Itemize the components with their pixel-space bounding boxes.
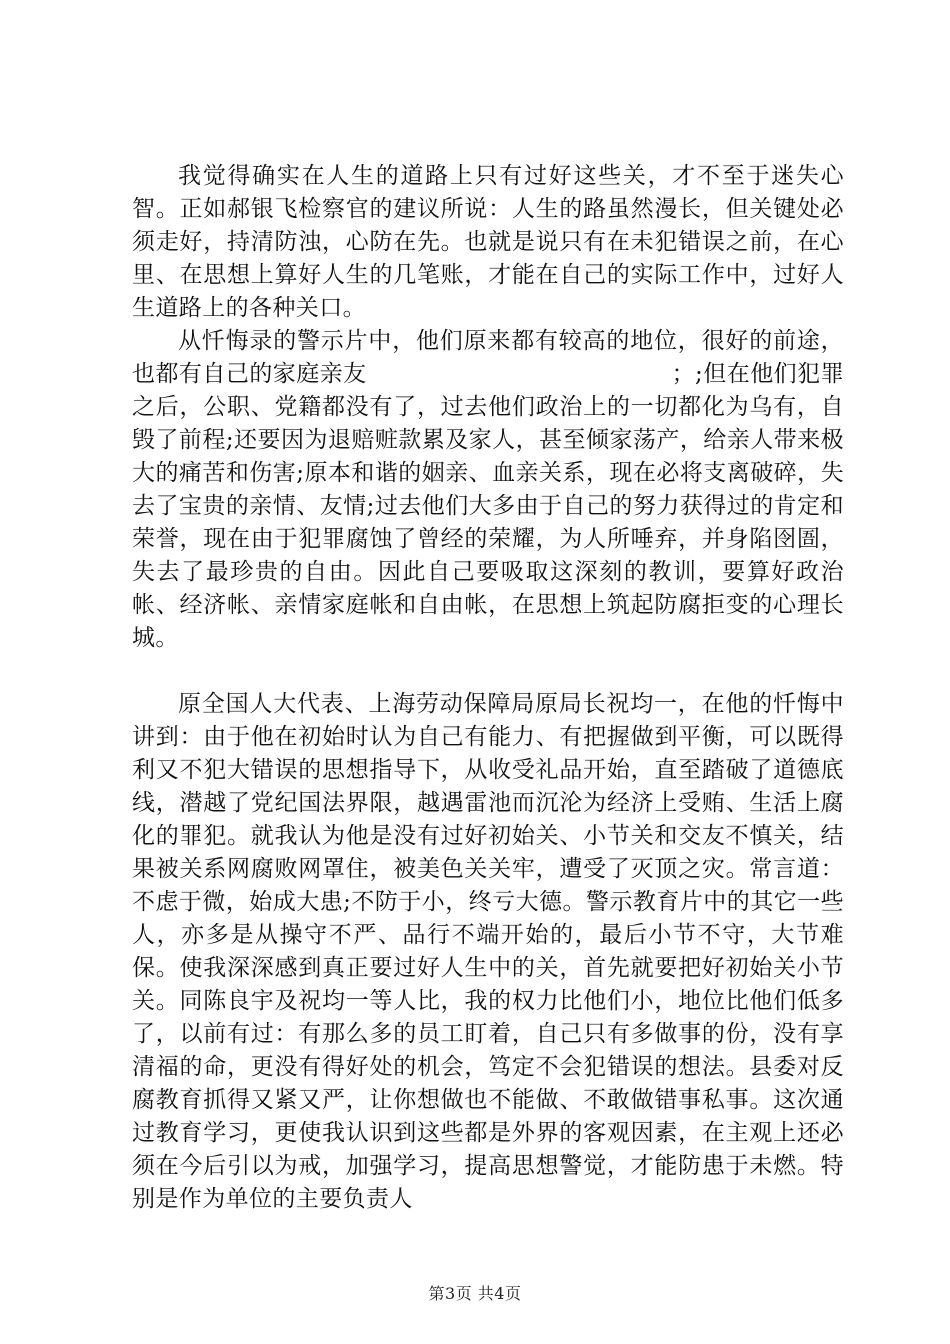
paragraph-2: 从忏悔录的警示片中，他们原来都有较高的地位，很好的前途，也都有自己的家庭亲友 ；;但在他们犯罪之后，公职、党籍都没有了，过去他们政治上的一切都化为乌有，自毁了前程;还要因为退赔赃款累及家人，甚至倾家荡产，给亲人带来极大的痛苦和伤害;原本和谐的姻亲、血亲关系，现在必将支离破碎，失去了宝贵的亲情、友情;过去他们大多由于自己的努力获得过的肯定和荣誉，现在由于犯罪腐蚀了曾经的荣耀，为人所唾弃，并身陷囹圄，失去了最珍贵的自由。因此自己要吸取这深刻的教训，要算好政治帐、经济帐、亲情家庭帐和自由帐，在思想上筑起防腐拒变的心理长城。: [132, 328, 844, 651]
paragraph-3: 原全国人大代表、上海劳动保障局原局长祝均一，在他的忏悔中讲到：由于他在初始时认为自己有能力、有把握做到平衡，可以既得利又不犯大错误的思想指导下，从收受礼品开始，直至踏破了道德底线，潜越了党纪国法界限，越遇雷池而沉沦为经济上受贿、生活上腐化的罪犯。就我认为他是没有过好初始关、小节关和交友不慎关，结果被关系网腐败网罩住，被美色关关牢，遭受了灭顶之灾。常言道：不虑于微，始成大患;不防于小，终亏大德。警示教育片中的其它一些人，亦多是从操守不严、品行不端开始的，最后小节不守，大节难保。使我深深感到真正要过好人生中的关，首先就要把好初始关小节关。同陈良宇及祝均一等人比，我的权力比他们小，地位比他们低多了，以前有过：有那么多的员工盯着，自己只有多做事的份，没有享清福的命，更没有得好处的机会，笃定不会犯错误的想法。县委对反腐教育抓得又紧又严，让你想做也不能做、不敢做错事私事。这次通过教育学习，更使我认识到这些都是外界的客观因素，在主观上还必须在今后引以为戒，加强学习，提高思想警觉，才能防患于未燃。特别是作为单位的主要负责人: [132, 691, 844, 1212]
paragraph-1: 我觉得确实在人生的道路上只有过好这些关，才不至于迷失心智。正如郝银飞检察官的建议所说：人生的路虽然漫长，但关键处必须走好，持清防浊，心防在先。也就是说只有在未犯错误之前，在心里、在思想上算好人生的几笔账，才能在自己的实际工作中，过好人生道路上的各种关口。: [132, 163, 844, 321]
paragraph-spacer: [132, 655, 844, 688]
page-number: 第3页 共4页: [428, 1284, 522, 1303]
document-body: [132, 160, 844, 1216]
